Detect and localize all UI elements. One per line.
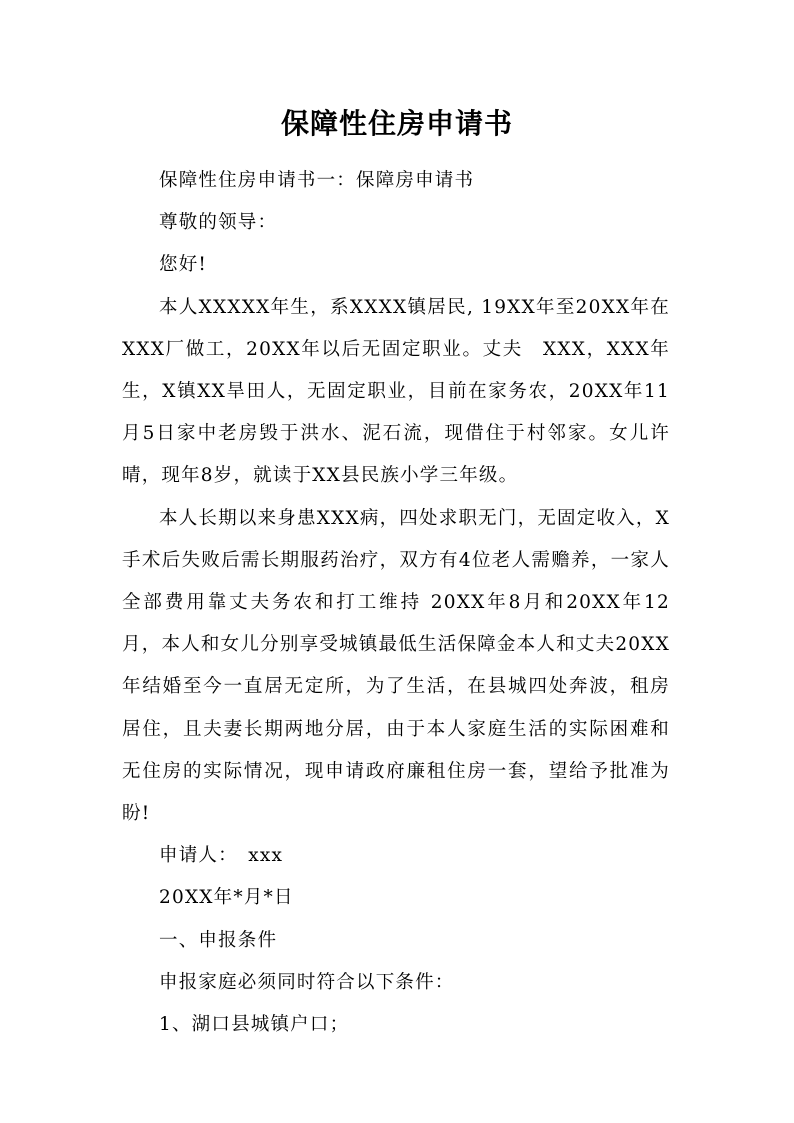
condition-item: 1、湖口县城镇户口； xyxy=(159,1014,350,1036)
section-heading: 一、申报条件 xyxy=(159,929,278,951)
paragraph-hardship: 本人长期以来身患XXX病，四处求职无门，无固定收入，X手术后失败后需长期服药治疗，双方有4位老人需赡养，一家人全部费用靠丈夫务农和打工维持 20XX年8月和20XX年12月，本人和女儿分别享受城镇最低生活保障金本人和丈夫20XX年结婚至今一直居无定所，为了生活，在县城四处奔波，租房居住，且夫妻长期两地分居，由于本人家庭生活的实际困难和无住房的实际情况，现申请政府廉租住房一套，望给予批准为盼! xyxy=(122,507,670,825)
paragraph-family-info: 本人XXXXX年生，系XXXX镇居民, 19XX年至20XX年在XXX厂做工，20XX年以后无固定职业。丈夫 XXX，XXX年生，X镇XX旱田人，无固定职业，目前在家务农，20XX年11月5日家中老房毁于洪水、泥石流，现借住于村邻家。女儿许晴，现年8岁，就读于XX县民族小学三年级。 xyxy=(122,296,670,487)
subtitle-line: 保障性住房申请书一：保障房申请书 xyxy=(159,170,475,191)
date-line: 20XX年*月*日 xyxy=(159,887,294,909)
salutation: 尊敬的领导： xyxy=(159,212,278,234)
document-body xyxy=(122,160,670,1046)
document-title: 保障性住房申请书 xyxy=(280,107,513,140)
applicant-line: 申请人： xxx xyxy=(159,845,284,867)
conditions-intro: 申报家庭必须同时符合以下条件： xyxy=(159,971,455,993)
greeting: 您好! xyxy=(159,254,208,276)
